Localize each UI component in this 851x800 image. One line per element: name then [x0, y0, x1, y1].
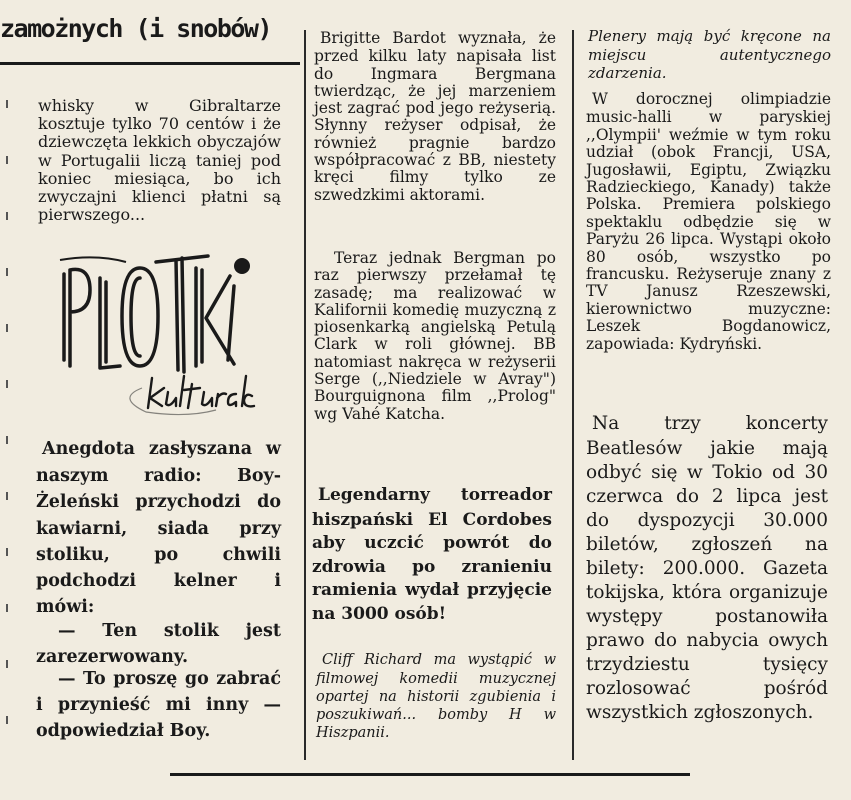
headline-rule: [0, 62, 300, 65]
bottom-rule: [170, 773, 690, 776]
left-margin-marks: [6, 92, 12, 732]
col2-bardot-paragraph: Brigitte Bardot wyznała, że przed kilku laty napisała list do Ingmara Bergmana twierdząc, że jej marzeniem jest zagrać pod jego reżyserią. Słynny reżyser odpisał, że również pragnie bardzo współpracować z BB, niestety kręci filmy tylko ze szwedzkimi aktorami.: [314, 29, 556, 204]
col2-cordobes-paragraph: Legendarny torreador hiszpański El Cordobes aby uczcić powrót do zdrowia po zranieniu ramienia wydał przyjęcie na 3000 osób!: [312, 485, 552, 624]
column-rule-1: [304, 30, 306, 760]
col1-intro-paragraph: whisky w Gibraltarze kosztuje tylko 70 centów i że dziewczęta lekkich obyczajów w Portugalii liczą taniej pod koniec miesiąca, bo ich zwyczajni klienci płatni są pierwszego...: [38, 96, 281, 225]
col1-anecdote-line-2: — Ten stolik jest zarezerwowany.: [36, 621, 281, 668]
plotki-kulturalne-logo: [56, 248, 256, 418]
section-headline: zamożnych (i snobów): [0, 14, 272, 43]
col3-beatles-paragraph: Na trzy koncerty Beatlesów jakie mają odbyć się w Tokio od 30 czerwca do 2 lipca jest do dyspozycji 30.000 biletów, zgłoszeń na bilety: 200.000. Gazeta tokijska, która organizuje występy postanowiła prawo do nabycia owych trzydziestu tysięcy rozlosować pośród wszystkich zgłoszonych.: [586, 413, 828, 723]
col3-cliff-continued: Plenery mają być kręcone na miejscu autentycznego zdarzenia.: [588, 27, 831, 83]
col2-cliff-paragraph: Cliff Richard ma wystąpić w filmowej komedii muzycznej opartej na historii zgubienia i poszukiwań... bomby H w Hiszpanii.: [316, 652, 556, 741]
col1-anecdote-line-3: — To proszę go zabrać i przynieść mi inny — odpowiedział Boy.: [36, 669, 281, 742]
col3-olympia-paragraph: W dorocznej olimpiadzie music-halli w paryskiej ,,Olympii' weźmie w tym roku udział (obok Francji, USA, Jugosławii, Egiptu, Związku Radzieckiego, Kanady) także Polska. Premiera polskiego spektaklu odbędzie się w Paryżu 26 lipca. Wystąpi około 80 osób, wszystko po francusku. Reżyseruje znany z TV Janusz Rzeszewski, kierownictwo muzyczne: Leszek Bogdanowicz, zapowiada: Kydryński.: [586, 90, 831, 353]
col1-anecdote-paragraph: Anegdota zasłyszana w naszym radio: Boy-Żeleński przychodzi do kawiarni, siada przy stoliku, po chwili podchodzi kelner i mówi:: [36, 439, 281, 618]
col2-bergman-paragraph: Teraz jednak Bergman po raz pierwszy przełamał tę zasadę; ma realizować w Kalifornii komedię muzyczną z piosenkarką angielską Petulą Clark w roli głównej. BB natomiast nakręca w reżyserii Serge (,,Niedziele w Avray") Bourguignona film ,,Prolog" wg Vahé Katcha.: [314, 249, 556, 423]
logo-lettering: [56, 248, 256, 418]
column-rule-2: [572, 30, 574, 760]
